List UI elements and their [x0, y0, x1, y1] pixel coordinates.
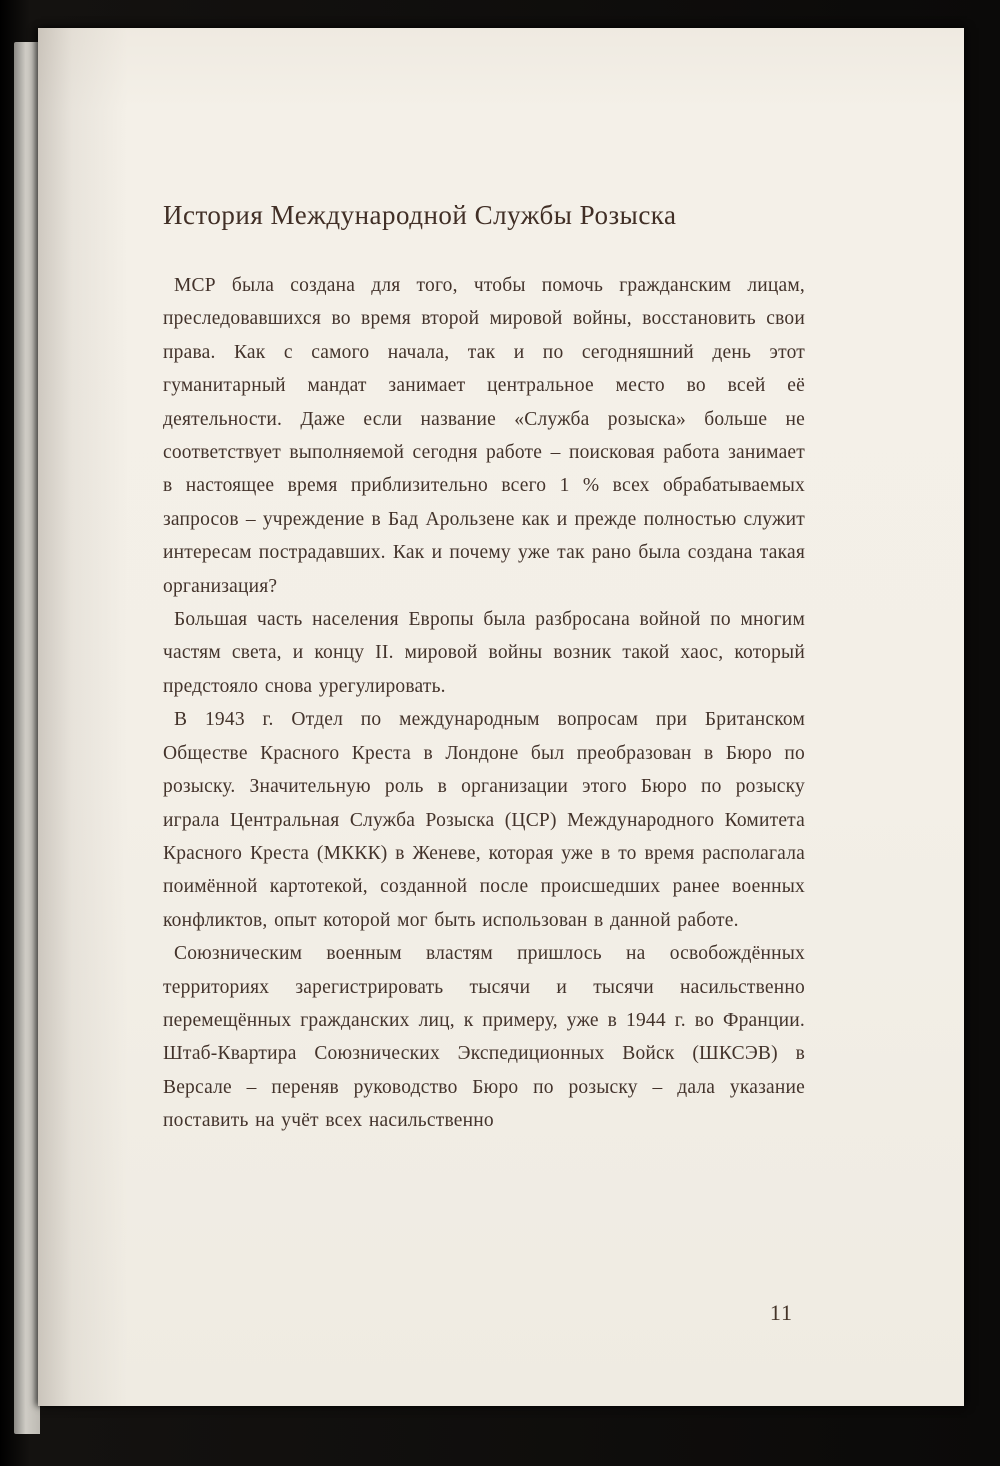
- page-title: История Международной Службы Розыска: [163, 200, 677, 230]
- paragraph-2: Большая часть населения Европы была разбросана войной по многим частям света, и концу II. мировой войны возник такой хаос, который предстояло снова урегулировать.: [163, 609, 805, 697]
- paragraph-3: В 1943 г. Отдел по международным вопросам при Британском Обществе Красного Креста в Лондоне был преобразован в Бюро по розыску. Значительную роль в организации этого Бюро по розыску играла Центральная Служба Розыска (ЦСР) Международного Комитета Красного Креста (МККК) в Женеве, которая уже в то время располагала поимённой картотекой, созданной после происшедших ранее военных конфликтов, опыт которой мог быть использован в данной работе.: [163, 709, 805, 931]
- body-text: [163, 269, 805, 1138]
- page-content-area: [163, 28, 805, 1406]
- page-number: 11: [769, 1300, 793, 1325]
- paragraph-4: Союзническим военным властям пришлось на освобождённых территориях зарегистрировать тысячи и тысячи насильственно перемещённых гражданских лиц, к примеру, уже в 1944 г. во Франции. Штаб-Квартира Союзнических Экспедиционных Войск (ШКСЭВ) в Версале – переняв руководство Бюро по розыску – дала указание поставить на учёт всех насильственно: [163, 943, 805, 1132]
- underlying-page-edge: [14, 42, 40, 1434]
- paragraph-1: МСР была создана для того, чтобы помочь гражданским лицам, преследовавшихся во время второй мировой войны, восстановить свои права. Как с самого начала, так и по сегодняшний день этот гуманитарный мандат занимает центральное место во всей её деятельности. Даже если название «Служба розыска» больше не соответствует выполняемой сегодня работе – поисковая работа занимает в настоящее время приблизительно всего 1 % всех обрабатываемых запросов – учреждение в Бад Арользене как и прежде полностью служит интересам пострадавших. Как и почему уже так рано была создана такая организация?: [163, 275, 805, 597]
- book-page: [38, 28, 964, 1406]
